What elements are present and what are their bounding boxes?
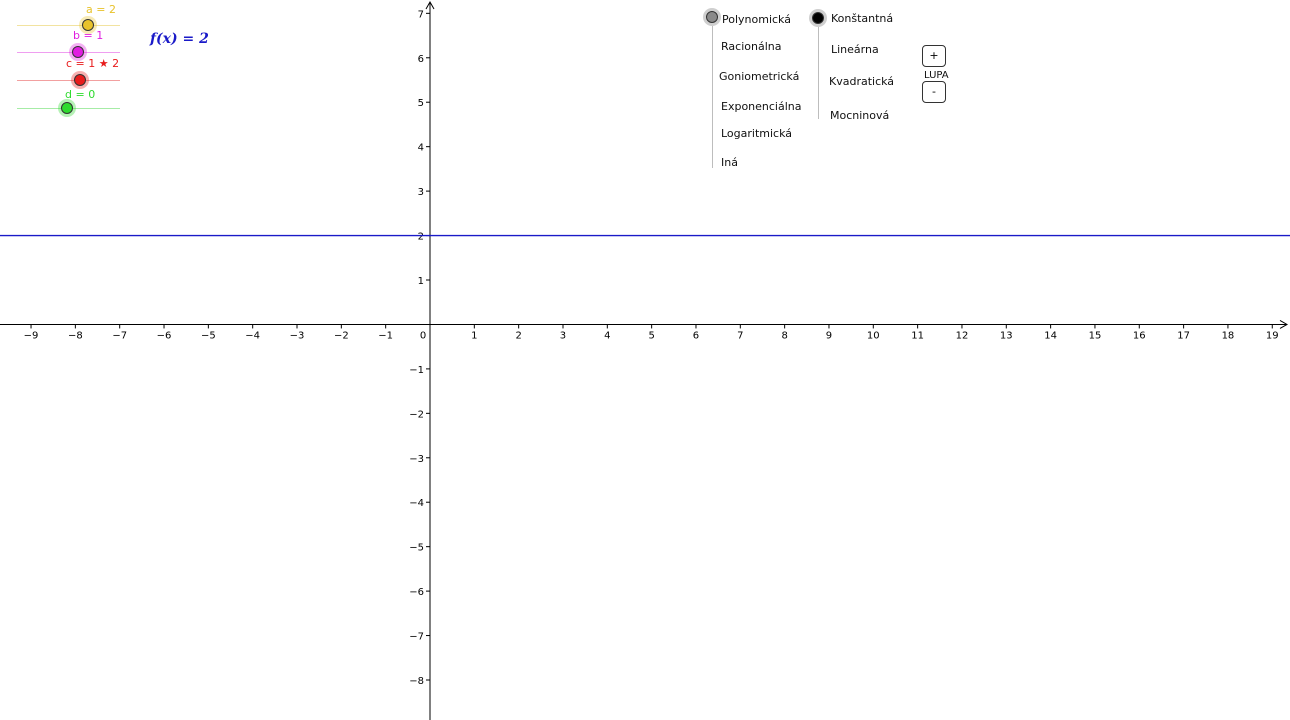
function-label[interactable]: f(x) = 2 [150,31,209,47]
y-tick-label: −4 [409,498,424,510]
x-tick-label: 3 [559,330,567,342]
x-tick-label: 9 [825,330,833,342]
y-tick-label: 5 [417,98,424,110]
y-tick-label: −5 [409,542,424,554]
x-tick-label: 5 [648,330,655,342]
x-tick-label: −9 [23,330,39,342]
menu-item-polynomicka[interactable]: Polynomická [722,13,791,26]
x-tick-label: −8 [67,330,83,342]
slider-c-track[interactable] [17,80,120,81]
x-tick-label: 7 [737,330,744,342]
x-tick-label: 17 [1177,330,1190,342]
x-tick-label: 1 [471,330,478,342]
y-tick-label: 3 [417,187,424,199]
x-tick-label: 11 [911,330,924,342]
menu-item-racionalna[interactable]: Racionálna [721,40,782,53]
menu-item-logaritmicka[interactable]: Logaritmická [721,127,793,140]
x-tick-label: 6 [692,330,700,342]
x-tick-label: 10 [866,330,880,342]
y-tick-label: 2 [417,231,424,243]
y-tick-label: 1 [417,276,424,287]
menu-item-ina[interactable]: Iná [721,156,738,169]
x-tick-label: 12 [955,330,969,342]
y-tick-label: −1 [409,364,424,376]
x-tick-label: 15 [1088,330,1102,342]
y-tick-label: 4 [417,142,424,154]
x-tick-label: −7 [112,330,128,342]
x-tick-label: 8 [781,330,788,342]
x-tick-label: 0 [419,330,427,342]
x-tick-label: 14 [1044,330,1057,342]
menu-item-konstantna[interactable]: Konštantná [831,12,894,25]
y-tick-label: 6 [417,53,424,65]
coordinate-axes [0,2,1287,720]
slider-a-track[interactable] [17,25,120,26]
x-tick-label: −1 [378,330,394,342]
radio-right-button[interactable] [812,12,824,24]
slider-b-label: b = 1 [73,29,104,42]
menu-item-goniometricka[interactable]: Goniometrická [719,70,800,83]
y-tick-label: −8 [409,676,424,687]
x-tick-label: −4 [245,330,261,342]
x-tick-label: 13 [999,330,1013,342]
slider-a-label: a = 2 [86,3,116,16]
slider-c-label: c = 1 ★ 2 [66,57,120,70]
slider-d-label: d = 0 [65,88,96,101]
x-tick-label: 19 [1265,330,1279,342]
zoom-label: LUPA [924,70,949,81]
x-tick-label: 2 [515,330,522,342]
y-tick-label: −7 [409,631,424,643]
menu-right-divider [818,25,819,119]
x-tick-label: −2 [333,330,349,342]
x-tick-label: −6 [156,330,172,342]
x-tick-label: 16 [1132,330,1146,342]
x-tick-label: −3 [289,330,305,342]
x-tick-label: 4 [604,330,611,342]
menu-item-linearna[interactable]: Lineárna [831,43,879,56]
y-tick-label: −2 [409,409,424,421]
radio-left-button[interactable] [706,11,718,23]
y-tick-label: 7 [417,9,424,21]
slider-c-knob[interactable] [74,74,86,86]
y-tick-label: −3 [409,453,424,465]
axis-ticks [24,9,1279,687]
menu-item-kvadraticka[interactable]: Kvadratická [829,75,895,88]
zoom-out-button[interactable]: - [922,81,946,103]
x-tick-label: −5 [200,330,216,342]
zoom-in-button[interactable]: + [922,45,946,67]
x-tick-label: 18 [1221,330,1235,342]
menu-item-mocninova[interactable]: Mocninová [830,109,890,122]
menu-item-exponencialna[interactable]: Exponenciálna [721,100,802,113]
slider-d-knob[interactable] [61,102,73,114]
y-tick-label: −6 [409,587,424,599]
menu-left-divider [712,25,713,168]
